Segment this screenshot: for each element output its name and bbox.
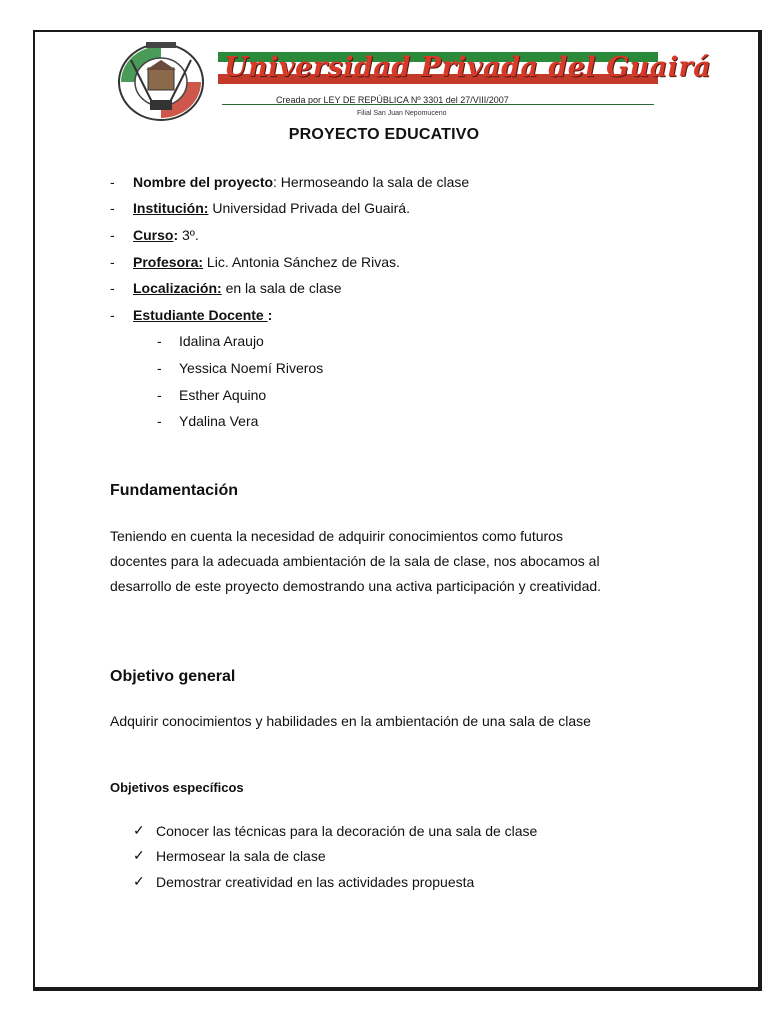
student-item: Esther Aquino [179, 387, 267, 403]
objetivo-general-text: Adquirir conocimientos y habilidades en la ambientación de una sala de clase [110, 713, 591, 729]
document-title: PROYECTO EDUCATIVO [288, 126, 480, 143]
objective-item: Demostrar creatividad en las actividades propuesta [156, 874, 475, 890]
header-subline: Creada por LEY DE REPÚBLICA Nº 3301 del 27/VIII/2007 [276, 95, 509, 105]
fundamentacion-heading: Fundamentación [110, 482, 239, 499]
field-value: Hermoseando la sala de clase [276, 174, 470, 190]
university-seal-icon [106, 40, 216, 124]
field-line [133, 254, 400, 270]
student-item: Ydalina Vera [179, 413, 259, 429]
bullet-dash: - [110, 254, 115, 270]
objective-item: Hermosear la sala de clase [156, 848, 326, 864]
bullet-dash: - [110, 280, 115, 296]
bullet-dash: - [157, 360, 162, 376]
field-value: en la sala de clase [221, 280, 342, 296]
field-label: Nombre del proyecto [133, 174, 274, 190]
bullet-dash: - [110, 227, 115, 243]
objetivo-general-heading: Objetivo general [110, 668, 236, 685]
paragraph-line: docentes para la adecuada ambientación de la sala de clase, nos abocamos al [110, 553, 600, 569]
bullet-dash: - [110, 174, 115, 190]
field-sep: : [273, 174, 277, 190]
field-label: Curso [133, 227, 174, 243]
paragraph-line: desarrollo de este proyecto demostrando una activa participación y creatividad. [110, 578, 602, 594]
field-value: Lic. Antonia Sánchez de Rivas. [203, 254, 400, 270]
field-label: Localización: [133, 280, 222, 296]
field-line [133, 174, 469, 190]
field-line [133, 200, 410, 216]
banner-title: Universidad Privada del Guairá [224, 52, 712, 83]
bullet-dash: - [157, 387, 162, 403]
student-item: Yessica Noemí Riveros [179, 360, 324, 376]
fundamentacion-paragraph [110, 524, 670, 599]
field-value: Universidad Privada del Guairá. [208, 200, 410, 216]
field-value: 3º. [178, 227, 199, 243]
field-line [133, 280, 342, 296]
field-label: Estudiante Docente [133, 307, 268, 323]
field-sep: : [173, 227, 179, 243]
bullet-dash: - [110, 200, 115, 216]
field-label: Institución: [133, 200, 209, 216]
field-line [133, 307, 272, 323]
field-label: Profesora: [133, 254, 204, 270]
paragraph-line: Teniendo en cuenta la necesidad de adquirir conocimientos como futuros [110, 528, 563, 544]
checkmark-icon: ✓ [133, 847, 145, 863]
objective-item: Conocer las técnicas para la decoración de una sala de clase [156, 823, 538, 839]
student-item: Idalina Araujo [179, 333, 264, 349]
field-line [133, 227, 199, 243]
header-subline-filial: Filial San Juan Nepomuceno [357, 110, 447, 117]
field-sep: : [267, 307, 273, 323]
checkmark-icon: ✓ [133, 822, 145, 838]
objetivos-especificos-heading: Objetivos específicos [110, 780, 244, 795]
bullet-dash: - [157, 413, 162, 429]
bullet-dash: - [110, 307, 115, 323]
bullet-dash: - [157, 333, 162, 349]
checkmark-icon: ✓ [133, 873, 145, 889]
